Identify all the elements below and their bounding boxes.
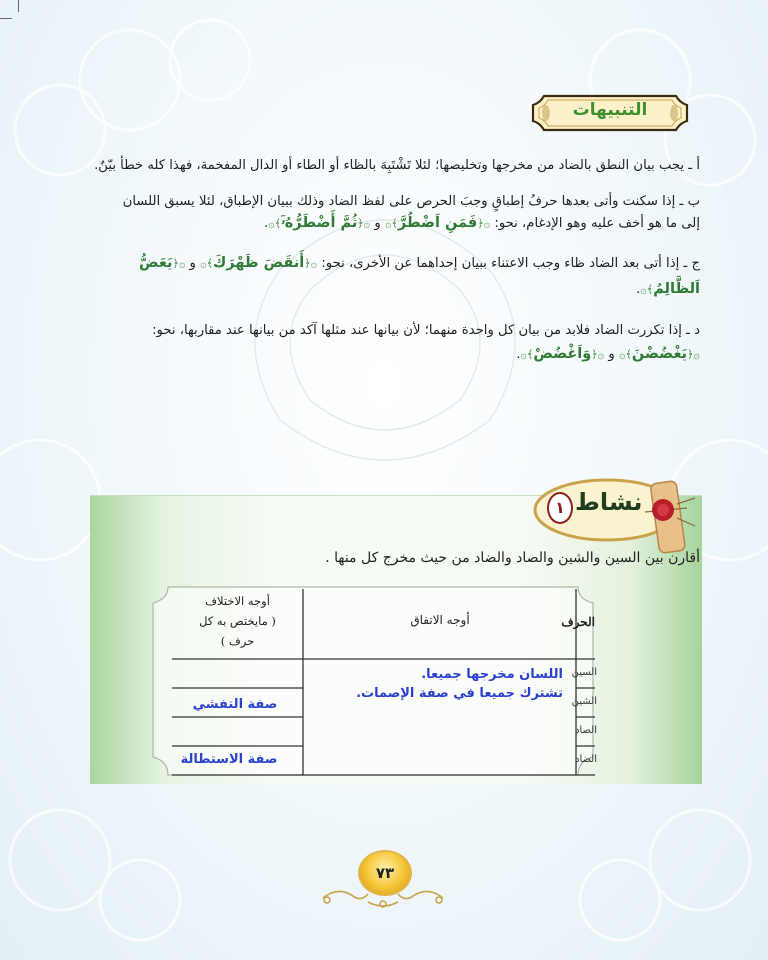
difference-cell[interactable]: صفة التفشي (192, 697, 278, 712)
header-letter-text: الحرف (561, 615, 595, 629)
quran-bracket-icon: ﴾۞ (384, 217, 398, 230)
quran-example: يَعَضُّ (139, 255, 173, 271)
conjunction: و (608, 347, 615, 362)
quran-bracket-icon: ﴾۞ (520, 348, 534, 361)
note-c-prefix: ج ـ إذا أتى بعد الضاد ظاء وجب الاعتناء ببيان إحداهما عن الأخرى، نحو: (321, 256, 700, 271)
quran-bracket-icon: ۞﴿ (304, 257, 318, 270)
note-d-line2 (88, 345, 700, 364)
quran-example: وَاَغْضُضْ (533, 346, 592, 362)
quran-bracket-icon: ﴾۞ (200, 257, 214, 270)
note-d-line1: د ـ إذا تكررت الضاد فلابد من بيان كل واحدة منهما؛ لأن بيانها عند مثلها آكد من بيانها عند مقاربها، نحو: (152, 323, 700, 338)
period: . (636, 282, 641, 297)
quran-bracket-icon: ﴾۞ (268, 217, 282, 230)
period: . (264, 216, 269, 231)
header-difference-line3: حرف ) (220, 634, 255, 648)
comparison-table (150, 585, 595, 777)
letter-cell: الصاد (575, 725, 597, 736)
header-difference (172, 591, 303, 651)
section-title-banner (530, 93, 690, 133)
quran-bracket-icon: ۞﴿ (591, 348, 605, 361)
header-difference-line1: أوجه الاختلاف (205, 594, 270, 608)
letter-cell: الضاد (575, 754, 597, 765)
header-agreement: أوجه الاتفاق (410, 613, 470, 627)
note-a: أ ـ يجب بيان النطق بالضاد من مخرجها وتخليصها؛ لئلا تَشْتَبِهَ بالظاء أو الطاء أو الدال المفخمة، فهذا كله خطأ بيّنٌ. (94, 158, 700, 173)
quran-bracket-icon: ﴾۞ (640, 283, 654, 296)
quran-bracket-icon: ۞﴿ (357, 217, 371, 230)
difference-cell[interactable]: صفة الاستطالة (180, 752, 278, 767)
letter-cell: الشين (571, 696, 597, 707)
quran-bracket-icon: ۞﴿ (172, 257, 186, 270)
period: . (516, 347, 521, 362)
quran-bracket-icon: ﴾۞ (618, 348, 632, 361)
activity-badge (527, 478, 712, 558)
quran-example: يَغْضُضْنَ (631, 346, 688, 362)
agreement-line1: اللسان مخرجها جميعا. (421, 667, 563, 682)
agreement-answer[interactable] (305, 665, 563, 703)
quran-example: ثُمَّ أَضْطَرُّهُۥٓ (281, 215, 358, 231)
crop-mark-horizontal (0, 18, 12, 19)
header-letter (561, 615, 595, 629)
section-title: التنبيهات (572, 100, 648, 120)
agreement-line2: تشترك جميعا في صفة الإصمات. (356, 686, 563, 701)
activity-number: ١ (547, 492, 573, 524)
note-b-prefix: إلى ما هو أخف عليه وهو الإدغام، نحو: (494, 216, 700, 231)
header-difference-line2: ( مايختص به كل (199, 614, 276, 628)
quran-bracket-icon: ۞﴿ (687, 348, 700, 361)
note-b-line1: ب ـ إذا سكنت وأتى بعدها حرفُ إطباقٍ وجبَ الحرص على لفظ الضاد وذلك ببيان الإطباق، لئلا يسبق اللسان (122, 194, 700, 209)
note-b-line2 (88, 214, 700, 233)
note-c-line1 (88, 254, 700, 273)
page-number: ٧٣ (358, 850, 412, 896)
note-c-line2 (88, 280, 700, 299)
quran-example: فَمَنِ اَضْطُرَّ (397, 215, 478, 231)
activity-instruction: أقارن بين السين والشين والصاد والضاد من حيث مخرج كل منها . (325, 550, 700, 566)
letter-cell: السين (571, 667, 597, 678)
quran-example: اَلظَّالِمُ (653, 281, 700, 297)
quran-bracket-icon: ۞﴿ (477, 217, 491, 230)
quran-example: أَنقَضَ ظَهْرَكَ (213, 255, 305, 271)
activity-title: نشاط (575, 488, 643, 516)
conjunction: و (189, 256, 196, 271)
conjunction: و (374, 216, 381, 231)
crop-mark-vertical (18, 0, 19, 12)
